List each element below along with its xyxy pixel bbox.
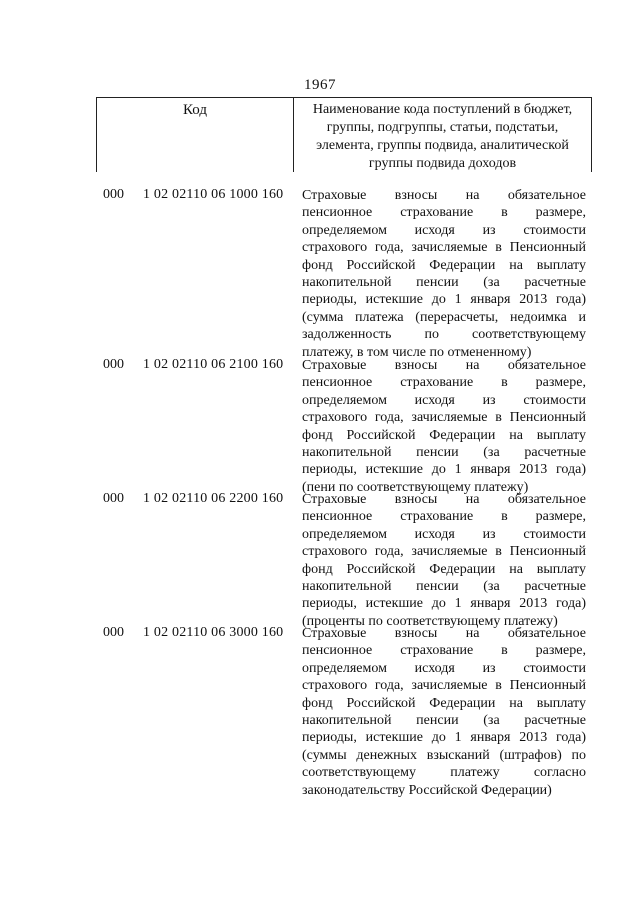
description-line: накопительной пенсии (за расчетные (302, 445, 586, 461)
admin-code: 000 (103, 187, 124, 202)
description-line: периоды, истекшие до 1 января 2013 года) (302, 596, 586, 612)
admin-code: 000 (103, 625, 124, 640)
income-code: 1 02 02110 06 3000 160 (143, 625, 284, 640)
description-line: определяемом исходя из стоимости (302, 222, 586, 238)
header-name-column: Наименование кода поступлений в бюджет, группы, подгруппы, статьи, подстатьи, элемента, группы подвида, аналитической группы подвида доходов (312, 102, 573, 171)
description-line: платежу, в том числе по отмененному) (302, 344, 532, 360)
income-description (302, 357, 586, 496)
description-line: периоды, истекшие до 1 января 2013 года) (302, 462, 586, 478)
income-code: 1 02 02110 06 2200 160 (143, 491, 284, 506)
description-line: задолженность по соответствующему (302, 327, 586, 343)
description-line: (пени по соответствующему платежу) (302, 479, 529, 495)
income-description (302, 491, 586, 630)
description-line: (сумма платежа (перерасчеты, недоимка и (302, 309, 586, 325)
description-line: пенсионное страхование в размере, (302, 375, 586, 391)
description-line: фонд Российской Федерации на выплату (302, 695, 586, 711)
description-line: накопительной пенсии (за расчетные (302, 579, 586, 595)
description-line: определяемом исходя из стоимости (302, 660, 586, 676)
description-line: пенсионное страхование в размере, (302, 205, 586, 221)
description-line: фонд Российской Федерации на выплату (302, 561, 586, 577)
header-code-column: Код (97, 98, 294, 172)
description-line: определяемом исходя из стоимости (302, 526, 586, 542)
description-line: определяемом исходя из стоимости (302, 392, 586, 408)
description-line: Страховые взносы на обязательное (302, 188, 586, 203)
description-line: законодательству Российской Федерации) (302, 782, 552, 798)
income-description (302, 625, 586, 799)
income-code: 1 02 02110 06 2100 160 (143, 357, 284, 372)
description-line: Страховые взносы на обязательное (302, 492, 586, 507)
description-line: Страховые взносы на обязательное (302, 626, 586, 641)
description-line: фонд Российской Федерации на выплату (302, 257, 586, 273)
income-code: 1 02 02110 06 1000 160 (143, 187, 284, 202)
description-line: страхового года, зачисляемые в Пенсионный (302, 678, 586, 694)
table-header (96, 97, 592, 172)
description-line: периоды, истекшие до 1 января 2013 года) (302, 292, 586, 308)
description-line: накопительной пенсии (за расчетные (302, 275, 586, 291)
description-line: соответствующему платежу согласно (302, 765, 586, 781)
admin-code: 000 (103, 491, 124, 506)
description-line: (суммы денежных взысканий (штрафов) по (302, 747, 586, 763)
description-line: фонд Российской Федерации на выплату (302, 427, 586, 443)
description-line: периоды, истекшие до 1 января 2013 года) (302, 730, 586, 746)
page-number: 1967 (304, 77, 336, 93)
description-line: (проценты по соответствующему платежу) (302, 613, 558, 629)
description-line: страхового года, зачисляемые в Пенсионный (302, 544, 586, 560)
income-description (302, 187, 586, 361)
description-line: пенсионное страхование в размере, (302, 509, 586, 525)
description-line: пенсионное страхование в размере, (302, 643, 586, 659)
admin-code: 000 (103, 357, 124, 372)
description-line: накопительной пенсии (за расчетные (302, 713, 586, 729)
description-line: страхового года, зачисляемые в Пенсионный (302, 240, 586, 256)
description-line: страхового года, зачисляемые в Пенсионный (302, 410, 586, 426)
description-line: Страховые взносы на обязательное (302, 358, 586, 373)
